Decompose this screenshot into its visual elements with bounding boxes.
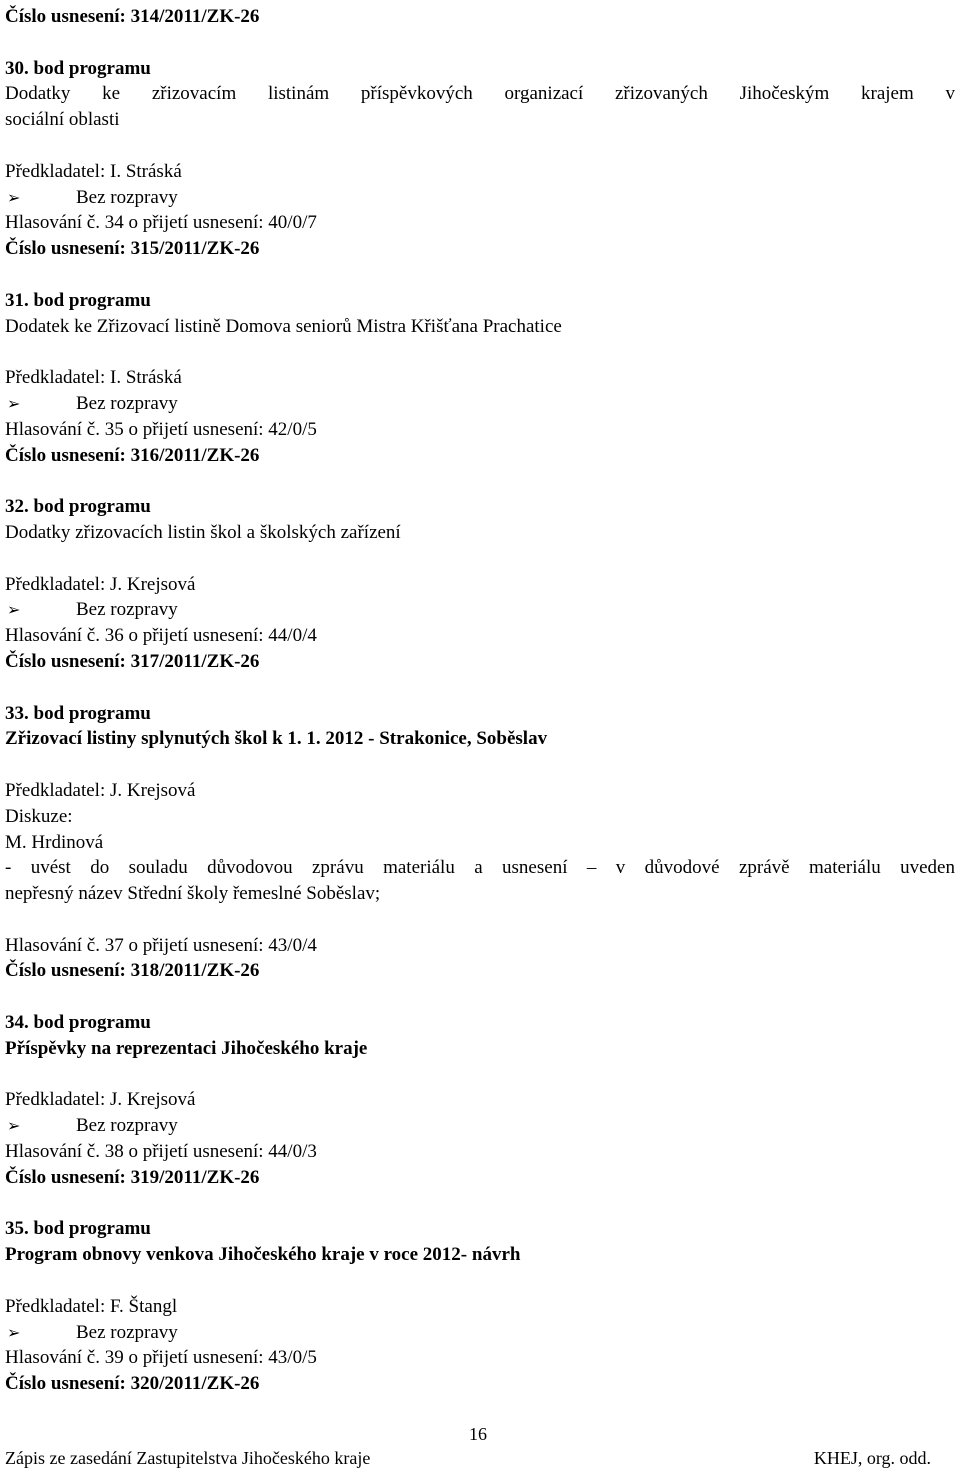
presenter: Předkladatel: J. Krejsová (5, 573, 196, 595)
spacer (5, 339, 955, 365)
footer-left-text: Zápis ze zasedání Zastupitelstva Jihočeského kraje (5, 1448, 371, 1468)
vote-result: Hlasování č. 38 o přijetí usnesení: 44/0/3 (5, 1141, 317, 1163)
spacer (5, 1191, 955, 1217)
presenter: Předkladatel: F. Štangl (5, 1295, 178, 1317)
spacer (5, 675, 955, 701)
agenda-title-line: Dodatek ke Zřizovací listině Domova seniorů Mistra Křišťana Prachatice (5, 315, 562, 337)
agenda-title-line: Zřizovací listiny splynutých škol k 1. 1. 2012 - Strakonice, Soběslav (5, 728, 548, 750)
arrow-bullet-icon: ➢ (7, 187, 21, 207)
arrow-bullet-icon: ➢ (7, 393, 21, 413)
bullet-item (5, 185, 955, 211)
page-number: 16 (469, 1424, 487, 1444)
discussion-text-line: nepřesný název Střední školy řemeslné Soběslav; (5, 883, 381, 905)
agenda-item-35 (5, 1216, 955, 1397)
bullet-item (5, 1320, 955, 1346)
bullet-item (5, 391, 955, 417)
arrow-bullet-icon: ➢ (7, 600, 21, 620)
agenda-item-31 (5, 288, 955, 494)
agenda-heading: 32. bod programu (5, 496, 151, 518)
discussion-text-line: - uvést do souladu důvodovou zprávu materiálu a usnesení – v důvodové zprávě materiálu uveden (5, 857, 955, 879)
bullet-text: Bez rozpravy (76, 1321, 178, 1343)
bullet-item (5, 597, 955, 623)
document-page (5, 4, 955, 1397)
spacer (5, 1268, 955, 1294)
vote-result: Hlasování č. 39 o přijetí usnesení: 43/0/5 (5, 1347, 317, 1369)
resolution-number: Číslo usnesení: 317/2011/ZK-26 (5, 650, 260, 672)
presenter: Předkladatel: J. Krejsová (5, 779, 196, 801)
spacer (5, 30, 955, 56)
spacer (5, 1062, 955, 1088)
spacer (5, 752, 955, 778)
agenda-heading: 34. bod programu (5, 1012, 151, 1034)
resolution-number: Číslo usnesení: 315/2011/ZK-26 (5, 238, 260, 260)
agenda-item-30 (5, 56, 955, 288)
spacer (5, 262, 955, 288)
vote-result: Hlasování č. 34 o přijetí usnesení: 40/0/7 (5, 212, 317, 234)
vote-result: Hlasování č. 36 o přijetí usnesení: 44/0/4 (5, 625, 317, 647)
spacer (5, 546, 955, 572)
bullet-text: Bez rozpravy (76, 392, 178, 414)
agenda-heading: 33. bod programu (5, 702, 151, 724)
resolution-number: Číslo usnesení: 314/2011/ZK-26 (5, 6, 260, 27)
vote-result: Hlasování č. 35 o přijetí usnesení: 42/0/5 (5, 418, 317, 440)
agenda-item-33 (5, 701, 955, 1011)
bullet-text: Bez rozpravy (76, 186, 178, 208)
agenda-title-line: Příspěvky na reprezentaci Jihočeského kraje (5, 1037, 368, 1059)
bullet-text: Bez rozpravy (76, 1115, 178, 1137)
spacer (5, 984, 955, 1010)
agenda-heading: 30. bod programu (5, 57, 151, 79)
agenda-title-line: Dodatky ke zřizovacím listinám příspěvkových organizací zřizovaných Jihočeským krajem v (5, 83, 955, 105)
spacer (5, 907, 955, 933)
bullet-text: Bez rozpravy (76, 599, 178, 621)
agenda-heading: 35. bod programu (5, 1218, 151, 1240)
agenda-title-line: sociální oblasti (5, 109, 120, 131)
discussion-label: Diskuze: (5, 805, 73, 827)
resolution-number: Číslo usnesení: 319/2011/ZK-26 (5, 1166, 260, 1188)
presenter: Předkladatel: I. Stráská (5, 367, 182, 389)
bullet-item (5, 1113, 955, 1139)
resolution-number: Číslo usnesení: 316/2011/ZK-26 (5, 444, 260, 466)
arrow-bullet-icon: ➢ (7, 1116, 21, 1136)
agenda-heading: 31. bod programu (5, 289, 151, 311)
presenter: Předkladatel: J. Krejsová (5, 1089, 196, 1111)
resolution-number: Číslo usnesení: 320/2011/ZK-26 (5, 1373, 260, 1395)
agenda-item-34 (5, 1010, 955, 1216)
agenda-item-32 (5, 494, 955, 700)
spacer (5, 133, 955, 159)
discussion-speaker: M. Hrdinová (5, 831, 104, 853)
spacer (5, 468, 955, 494)
footer-right-text: KHEJ, org. odd. (813, 1448, 931, 1468)
agenda-title-line: Program obnovy venkova Jihočeského kraje v roce 2012- návrh (5, 1244, 521, 1266)
agenda-title-line: Dodatky zřizovacích listin škol a školských zařízení (5, 521, 401, 543)
presenter: Předkladatel: I. Stráská (5, 160, 182, 182)
vote-result: Hlasování č. 37 o přijetí usnesení: 43/0/4 (5, 934, 317, 956)
arrow-bullet-icon: ➢ (7, 1322, 21, 1342)
resolution-number: Číslo usnesení: 318/2011/ZK-26 (5, 960, 260, 982)
